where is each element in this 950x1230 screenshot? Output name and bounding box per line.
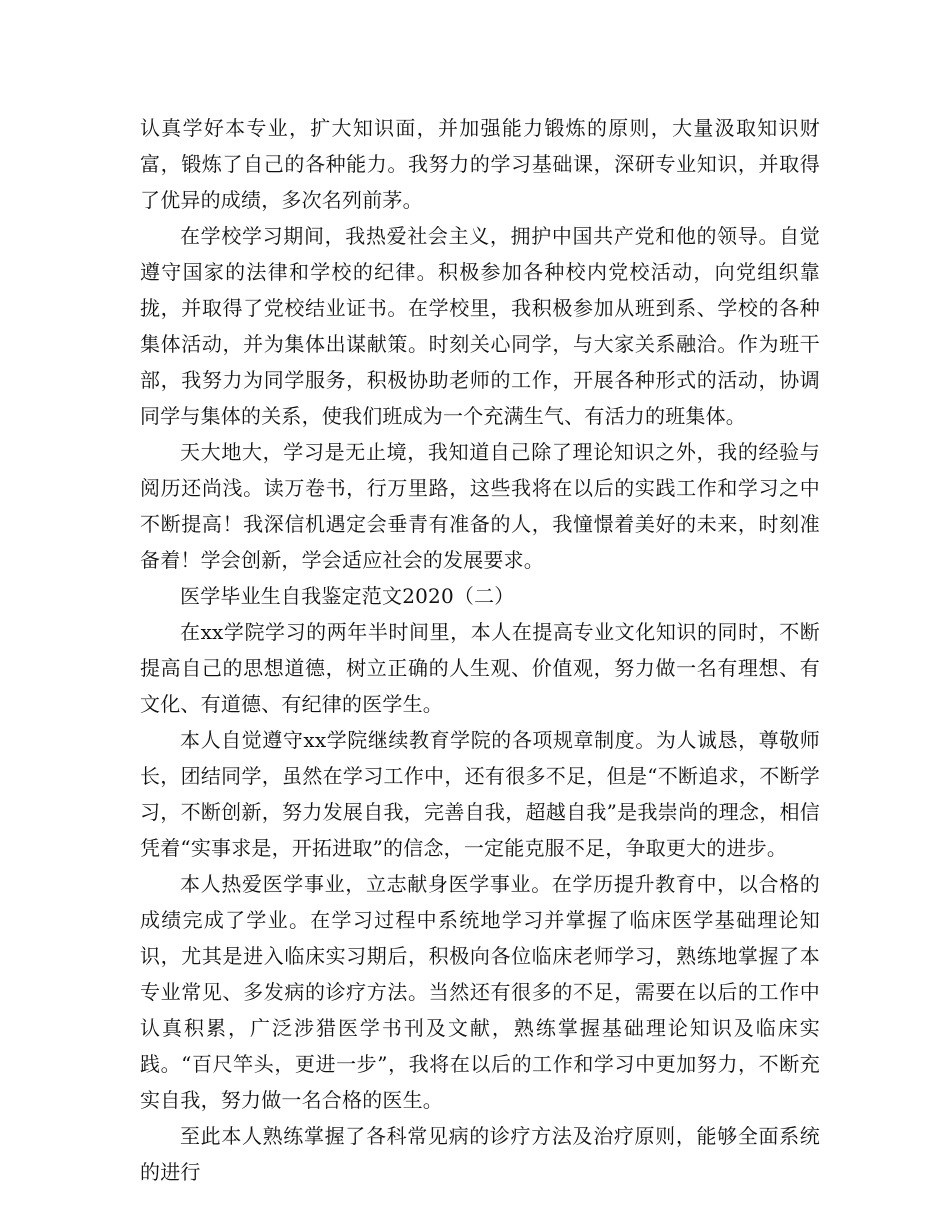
paragraph: 天大地大，学习是无止境，我知道自己除了理论知识之外，我的经验与阅历还尚浅。读万卷书，行万里路，这些我将在以后的实践工作和学习之中不断提高！我深信机遇定会垂青有准备的人，我憧憬着美好的未来，时刻准备着！学会创新，学会适应社会的发展要求。 bbox=[140, 440, 820, 572]
paragraph-continuation: 认真学好本专业，扩大知识面，并加强能力锻炼的原则，大量汲取知识财富，锻炼了自己的各种能力。我努力的学习基础课，深研专业知识，并取得了优异的成绩，多次名列前茅。 bbox=[140, 116, 820, 212]
paragraph: 在xx学院学习的两年半时间里，本人在提高专业文化知识的同时，不断提高自己的思想道德，树立正确的人生观、价值观，努力做一名有理想、有文化、有道德、有纪律的医学生。 bbox=[140, 620, 820, 716]
paragraph: 本人自觉遵守xx学院继续教育学院的各项规章制度。为人诚恳，尊敬师长，团结同学，虽然在学习工作中，还有很多不足，但是“不断追求，不断学习，不断创新，努力发展自我，完善自我，超越自我”是我崇尚的理念，相信凭着“实事求是，开拓进取”的信念，一定能克服不足，争取更大的进步。 bbox=[140, 728, 820, 860]
document-body bbox=[140, 110, 820, 1190]
paragraph-truncated: 至此本人熟练掌握了各科常见病的诊疗方法及治疗原则，能够全面系统的进行 bbox=[140, 1124, 820, 1184]
section-title: 医学毕业生自我鉴定范文2020（二） bbox=[180, 584, 515, 608]
paragraph: 本人热爱医学事业，立志献身医学事业。在学历提升教育中，以合格的成绩完成了学业。在学习过程中系统地学习并掌握了临床医学基础理论知识，尤其是进入临床实习期后，积极向各位临床老师学习，熟练地掌握了本专业常见、多发病的诊疗方法。当然还有很多的不足，需要在以后的工作中认真积累，广泛涉猎医学书刊及文献，熟练掌握基础理论知识及临床实践。“百尺竿头，更进一步”，我将在以后的工作和学习中更加努力，不断充实自我，努力做一名合格的医生。 bbox=[140, 872, 820, 1112]
paragraph: 在学校学习期间，我热爱社会主义，拥护中国共产党和他的领导。自觉遵守国家的法律和学校的纪律。积极参加各种校内党校活动，向党组织靠拢，并取得了党校结业证书。在学校里，我积极参加从班到系、学校的各种集体活动，并为集体出谋献策。时刻关心同学，与大家关系融洽。作为班干部，我努力为同学服务，积极协助老师的工作，开展各种形式的活动，协调同学与集体的关系，使我们班成为一个充满生气、有活力的班集体。 bbox=[140, 224, 820, 428]
